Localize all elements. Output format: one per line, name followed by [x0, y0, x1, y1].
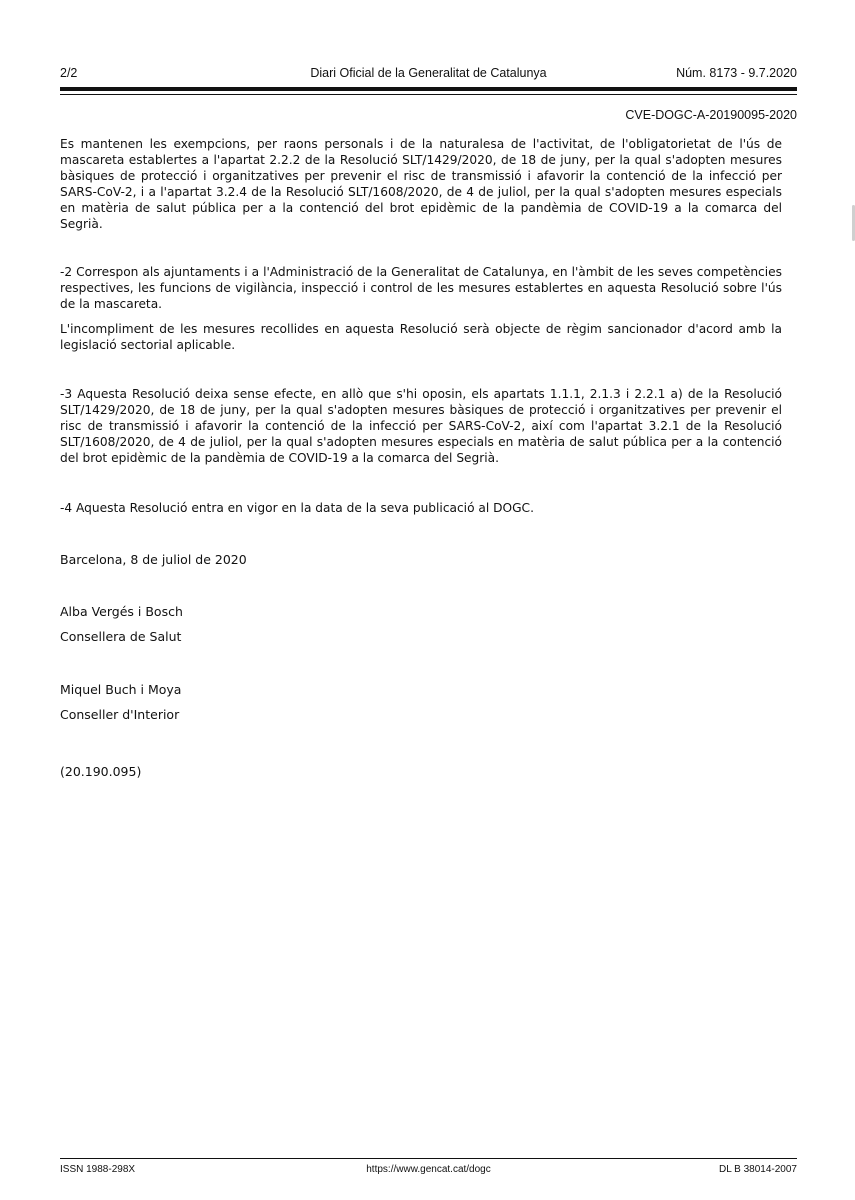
- header-rule-thin: [60, 94, 797, 95]
- paragraph-section-2: -2 Correspon als ajuntaments i a l'Administració de la Generalitat de Catalunya, en l'àmbit de les seves competències respectives, les funcions de vigilància, inspecció i control de les mesures establertes en aquesta Resolució sobre l'ús de la mascareta.: [60, 265, 782, 311]
- paragraph-exemptions: Es mantenen les exempcions, per raons personals i de la naturalesa de l'activitat, de l'obligatorietat de l'ús de mascareta establertes a l'apartat 2.2.2 de la Resolució SLT/1429/2020, de 18 de juny, per la qual s'adopten mesures bàsiques de protecció i organitzatives per prevenir el risc de transmissió i afavorir la contenció de la infecció per SARS-CoV-2, i a l'apartat 3.2.4 de la Resolució SLT/1608/2020, de 4 de juliol, per la qual s'adopten mesures especials en matèria de salut pública per a la contenció del brot epidèmic de la pandèmia de COVID-19 a la comarca del Segrià.: [60, 137, 782, 231]
- signatory-name: Alba Vergés i Bosch: [60, 604, 183, 619]
- paragraph-sanctions: L'incompliment de les mesures recollides en aquesta Resolució serà objecte de règim sancionador d'acord amb la legislació sectorial aplicable.: [60, 322, 782, 352]
- cve-code: CVE-DOGC-A-20190095-2020: [625, 108, 797, 122]
- signatory-name: Miquel Buch i Moya: [60, 682, 182, 697]
- page-header: [60, 66, 797, 80]
- header-rule-thick: [60, 87, 797, 91]
- footer-rule: [60, 1158, 797, 1159]
- signatory-role: Conseller d'Interior: [60, 707, 180, 722]
- issue-number: Núm. 8173 - 9.7.2020: [676, 66, 797, 80]
- paragraph-section-3: -3 Aquesta Resolució deixa sense efecte, en allò que s'hi oposin, els apartats 1.1.1, 2.1.3 i 2.2.1 a) de la Resolució SLT/1429/2020, de 18 de juny, per la qual s'adopten mesures bàsiques de protecció i organitzatives per prevenir el risc de transmissió i afavorir la contenció de la infecció per SARS-CoV-2, així com l'apartat 3.2.1 de la Resolució SLT/1608/2020, de 4 de juliol, per la qual s'adopten mesures especials en matèria de salut pública per a la contenció del brot epidèmic de la pandèmia de COVID-19 a la comarca del Segrià.: [60, 387, 782, 465]
- page-number: 2/2: [60, 66, 78, 80]
- paragraph-section-4: -4 Aquesta Resolució entra en vigor en la data de la seva publicació al DOGC.: [60, 501, 534, 515]
- place-date: Barcelona, 8 de juliol de 2020: [60, 552, 247, 567]
- footer-url-link[interactable]: https://www.gencat.cat/dogc: [366, 1164, 491, 1175]
- journal-title: Diari Oficial de la Generalitat de Catalunya: [310, 66, 547, 80]
- legal-deposit: DL B 38014-2007: [718, 1164, 797, 1175]
- signatory-role: Consellera de Salut: [60, 629, 182, 644]
- reference-number: (20.190.095): [60, 764, 142, 779]
- issn: ISSN 1988-298X: [60, 1164, 136, 1175]
